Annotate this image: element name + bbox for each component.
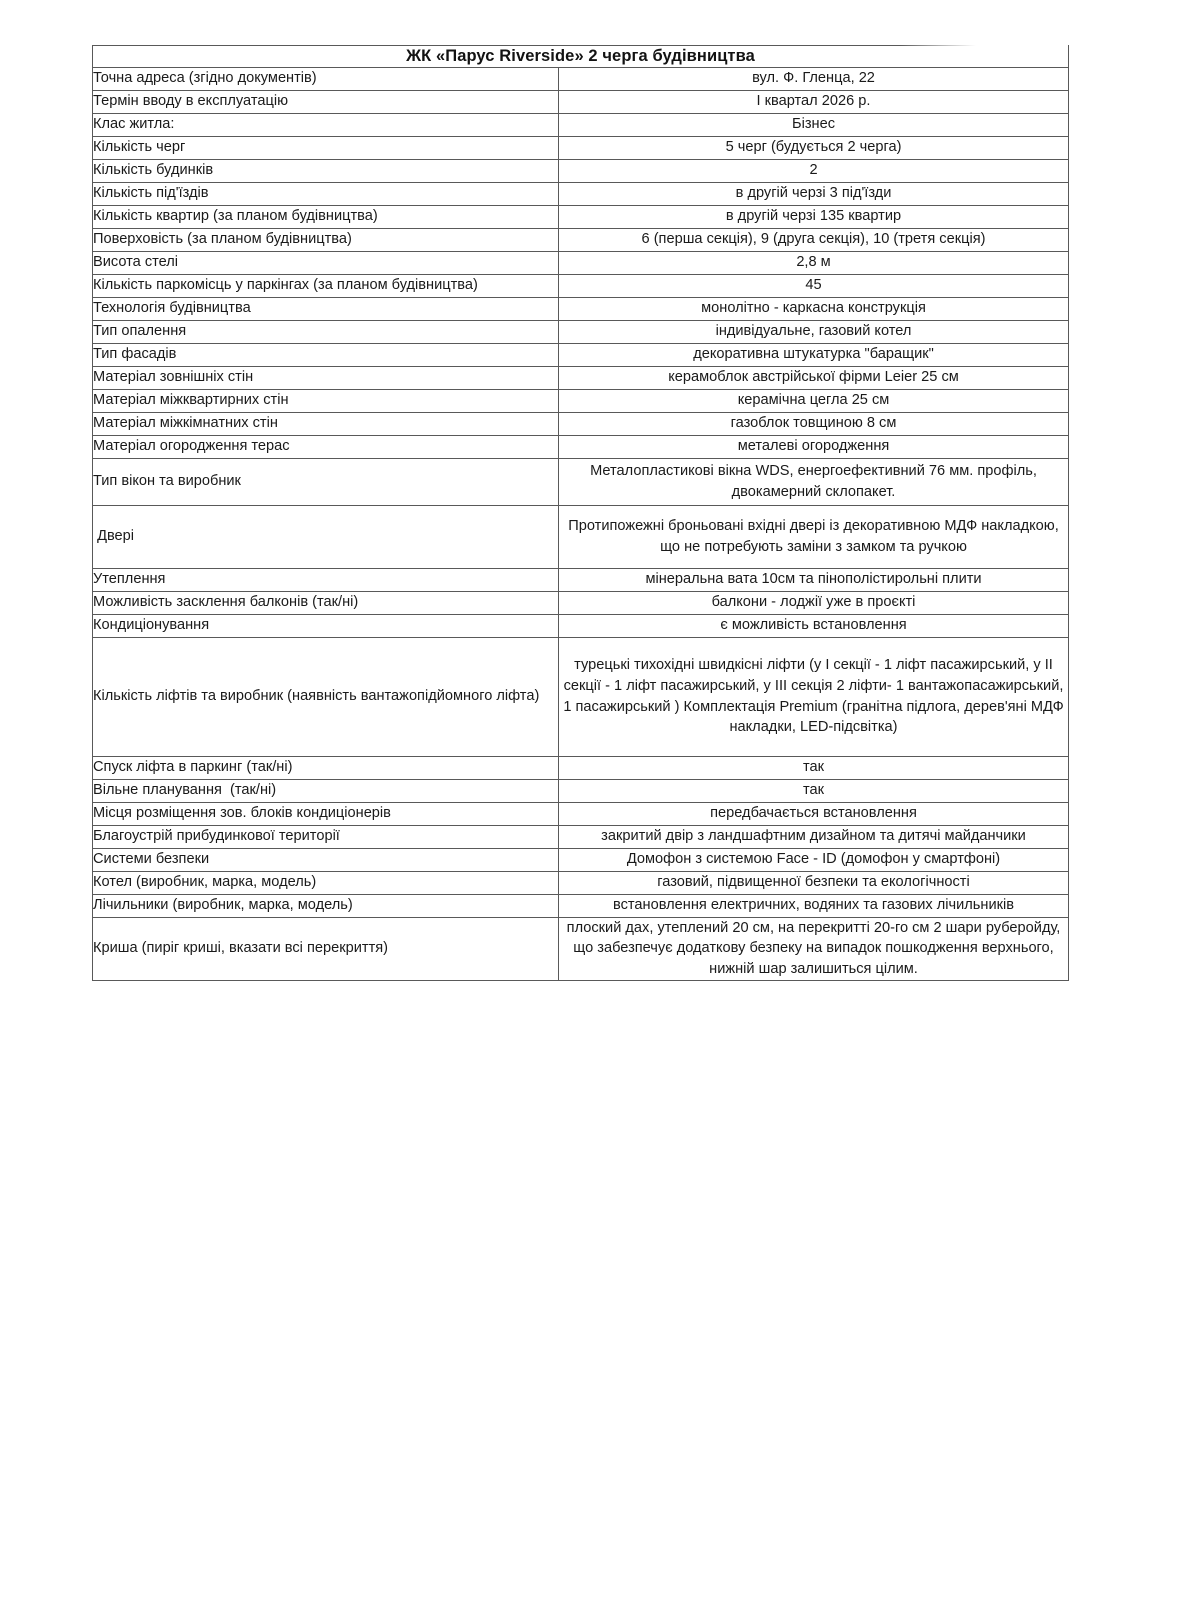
spec-value: закритий двір з ландшафтним дизайном та дитячі майданчики xyxy=(559,825,1069,848)
spec-label: Технологія будівництва xyxy=(93,297,559,320)
spec-value: Протипожежні броньовані вхідні двері із декоративною МДФ накладкою, що не потребують заміни з замком та ручкою xyxy=(559,505,1069,568)
spec-value: так xyxy=(559,779,1069,802)
spec-value: I квартал 2026 р. xyxy=(559,90,1069,113)
table-row xyxy=(93,228,1069,251)
spec-value: в другій черзі 135 квартир xyxy=(559,205,1069,228)
spec-value: турецькі тихохідні швидкісні ліфти (у I секції - 1 ліфт пасажирський, у II секції - 1 ліфт пасажирський, у III секція 2 ліфти- 1 вантажопасажирський, 1 пасажирський ) Комплектація Premium (гранітна підлога, дерев'яні МДФ накладки, LED-підсвітка) xyxy=(559,637,1069,756)
spec-label: Кількість під'їздів xyxy=(93,182,559,205)
spec-value: декоративна штукатурка "баращик" xyxy=(559,343,1069,366)
table-row xyxy=(93,412,1069,435)
table-row xyxy=(93,779,1069,802)
spec-value: газовий, підвищенної безпеки та екологічності xyxy=(559,871,1069,894)
table-row xyxy=(93,637,1069,756)
table-row xyxy=(93,182,1069,205)
spec-value: металеві огородження xyxy=(559,435,1069,458)
table-row xyxy=(93,591,1069,614)
spec-label: Котел (виробник, марка, модель) xyxy=(93,871,559,894)
spec-label: Кількість ліфтів та виробник (наявність вантажопідйомного ліфта) xyxy=(93,637,559,756)
table-row xyxy=(93,113,1069,136)
spec-label: Місця розміщення зов. блоків кондиціонерів xyxy=(93,802,559,825)
table-row xyxy=(93,320,1069,343)
table-title-row xyxy=(93,46,1069,68)
table-row xyxy=(93,505,1069,568)
spec-label: Тип фасадів xyxy=(93,343,559,366)
spec-label: Благоустрій прибудинкової території xyxy=(93,825,559,848)
table-row xyxy=(93,894,1069,917)
spec-value: вул. Ф. Гленца, 22 xyxy=(559,67,1069,90)
spec-value: Бізнес xyxy=(559,113,1069,136)
table-row xyxy=(93,568,1069,591)
table-row xyxy=(93,67,1069,90)
spec-label: Точна адреса (згідно документів) xyxy=(93,67,559,90)
spec-value: керамічна цегла 25 см xyxy=(559,389,1069,412)
table-row xyxy=(93,343,1069,366)
spec-label: Термін вводу в експлуатацію xyxy=(93,90,559,113)
spec-label: Кількість будинків xyxy=(93,159,559,182)
table-row xyxy=(93,205,1069,228)
spec-value: є можливість встановлення xyxy=(559,614,1069,637)
table-row xyxy=(93,251,1069,274)
document-title: ЖК «Парус Riverside» 2 черга будівництва xyxy=(93,46,1069,68)
spec-label: Кількість черг xyxy=(93,136,559,159)
spec-value: мінеральна вата 10см та пінополістирольні плити xyxy=(559,568,1069,591)
spec-label: Поверховість (за планом будівництва) xyxy=(93,228,559,251)
spec-value: встановлення електричних, водяних та газових лічильників xyxy=(559,894,1069,917)
table-row xyxy=(93,756,1069,779)
table-row xyxy=(93,917,1069,980)
spec-label: Матеріал міжквартирних стін xyxy=(93,389,559,412)
spec-label: Тип вікон та виробник xyxy=(93,458,559,505)
spec-label: Висота стелі xyxy=(93,251,559,274)
table-row xyxy=(93,802,1069,825)
spec-value: так xyxy=(559,756,1069,779)
table-row xyxy=(93,435,1069,458)
spec-label: Матеріал зовнішніх стін xyxy=(93,366,559,389)
spec-label: Вільне планування (так/ні) xyxy=(93,779,559,802)
spec-value: 2 xyxy=(559,159,1069,182)
spec-label: Матеріал міжкімнатних стін xyxy=(93,412,559,435)
table-row xyxy=(93,297,1069,320)
spec-value: 2,8 м xyxy=(559,251,1069,274)
spec-label: Спуск ліфта в паркинг (так/ні) xyxy=(93,756,559,779)
spec-label: Лічильники (виробник, марка, модель) xyxy=(93,894,559,917)
spec-value: монолітно - каркасна конструкція xyxy=(559,297,1069,320)
table-row xyxy=(93,90,1069,113)
spec-value: індивідуальне, газовий котел xyxy=(559,320,1069,343)
table-body xyxy=(93,46,1069,68)
table-row xyxy=(93,871,1069,894)
spec-value: 6 (перша секція), 9 (друга секція), 10 (третя секція) xyxy=(559,228,1069,251)
spec-value: Домофон з системою Face - ID (домофон у смартфоні) xyxy=(559,848,1069,871)
table-rows-body xyxy=(93,67,1069,980)
spec-label: Кількість квартир (за планом будівництва) xyxy=(93,205,559,228)
table-row xyxy=(93,614,1069,637)
table-row xyxy=(93,825,1069,848)
spec-value: передбачається встановлення xyxy=(559,802,1069,825)
spec-label: Кондиціонування xyxy=(93,614,559,637)
spec-label: Двері xyxy=(93,505,559,568)
spec-value: керамоблок австрійської фірми Leier 25 см xyxy=(559,366,1069,389)
spec-label: Можливість засклення балконів (так/ні) xyxy=(93,591,559,614)
spec-value: 5 черг (будується 2 черга) xyxy=(559,136,1069,159)
table-row xyxy=(93,458,1069,505)
spec-value: плоский дах, утеплений 20 см, на перекритті 20-го см 2 шари руберойду, що забезпечує додаткову безпеку на випадок пошкодження верхнього, нижній шар залишиться цілим. xyxy=(559,917,1069,980)
spec-value: в другій черзі 3 під'їзди xyxy=(559,182,1069,205)
spec-value: газоблок товщиною 8 см xyxy=(559,412,1069,435)
spec-label: Системи безпеки xyxy=(93,848,559,871)
table-row xyxy=(93,389,1069,412)
spec-label: Тип опалення xyxy=(93,320,559,343)
spec-value: Металопластикові вікна WDS, енергоефективний 76 мм. профіль, двокамерний склопакет. xyxy=(559,458,1069,505)
table-row xyxy=(93,366,1069,389)
table-row xyxy=(93,848,1069,871)
spec-label: Кількість паркомісць у паркінгах (за планом будівництва) xyxy=(93,274,559,297)
table-row xyxy=(93,159,1069,182)
table-row xyxy=(93,274,1069,297)
table-row xyxy=(93,136,1069,159)
spec-label: Криша (пиріг криші, вказати всі перекриття) xyxy=(93,917,559,980)
building-specification-table xyxy=(92,45,1069,981)
spec-value: балкони - лоджії уже в проєкті xyxy=(559,591,1069,614)
spec-label: Утеплення xyxy=(93,568,559,591)
spec-value: 45 xyxy=(559,274,1069,297)
spec-label: Клас житла: xyxy=(93,113,559,136)
spec-label: Матеріал огородження терас xyxy=(93,435,559,458)
